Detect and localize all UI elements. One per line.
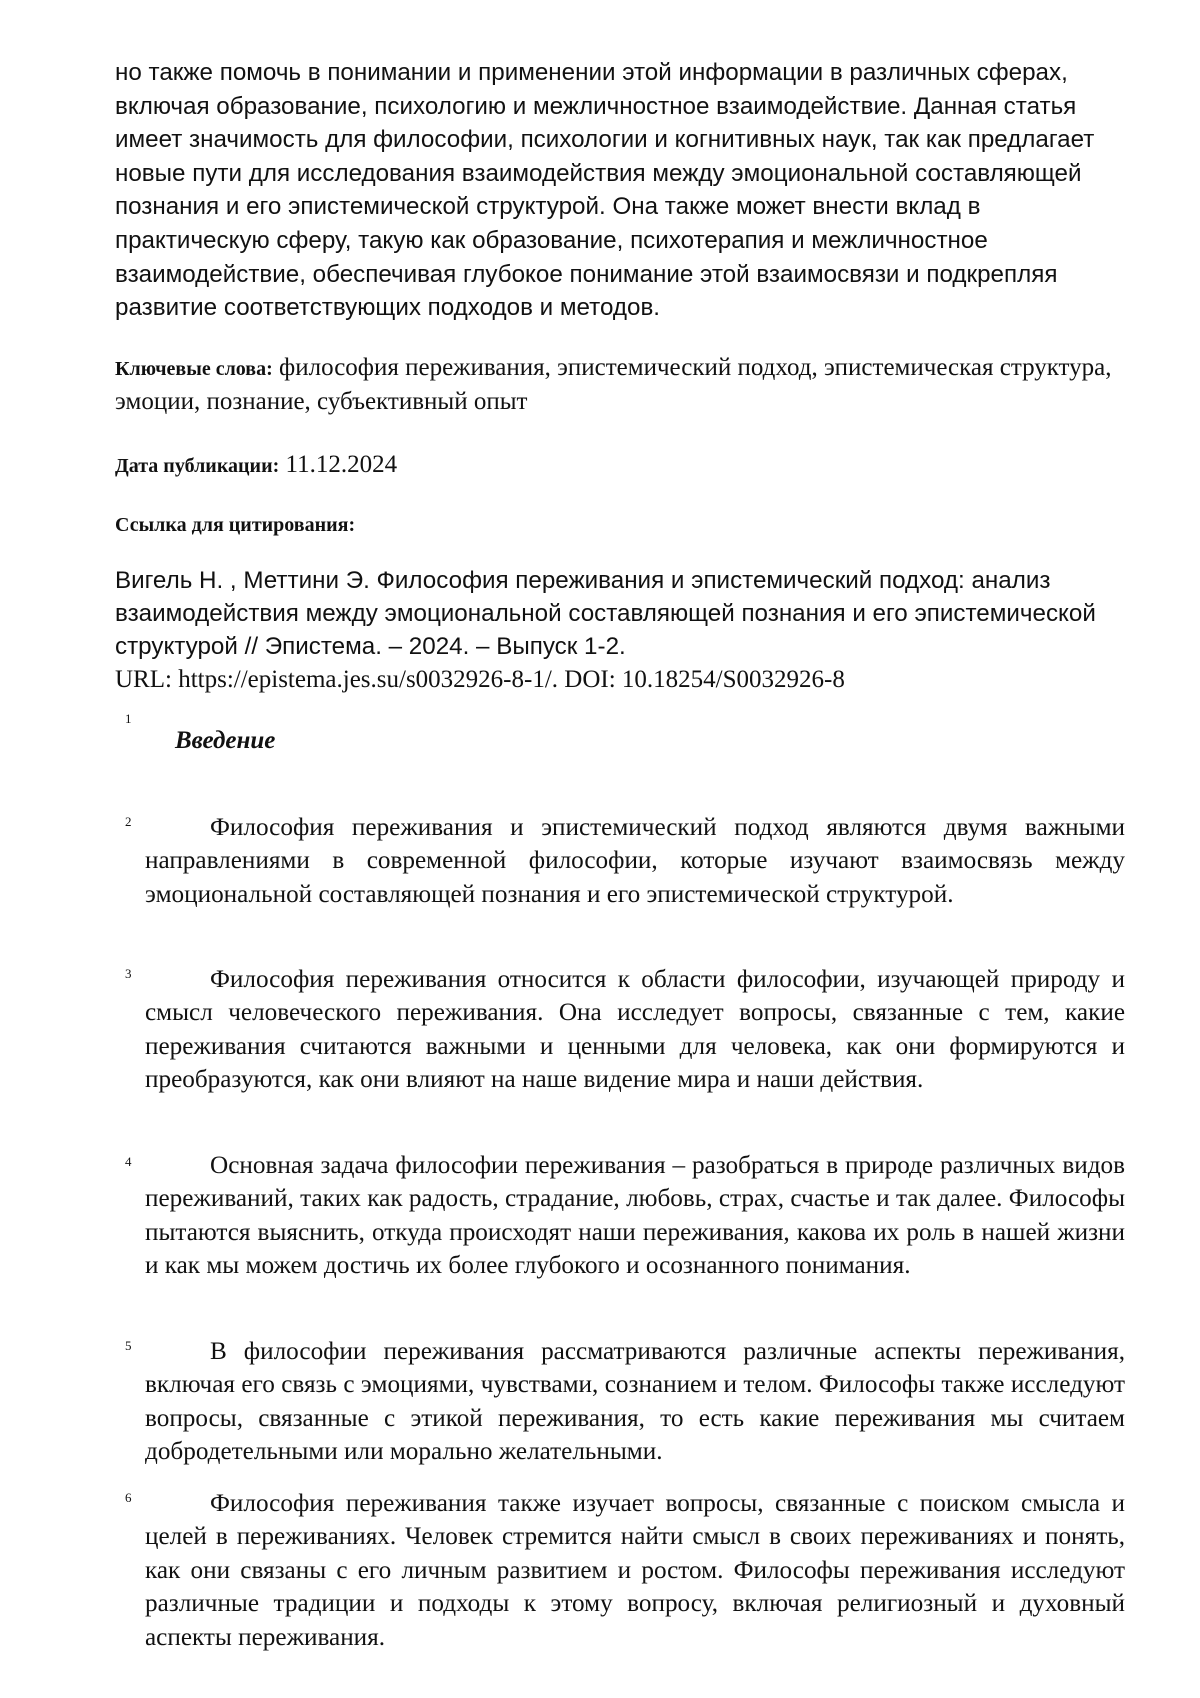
abstract-tail: но также помочь в понимании и применении этой информации в различных сферах, включая образование, психологию и межличностное взаимодействие. Данная статья имеет значимость для философии, психологии и когнитивных наук, так как предлагает новые пути для исследования взаимодействия между эмоциональной составляющей познания и его эпистемической структурой. Она также может внести вклад в практическую сферу, такую как образование, психотерапия и межличностное взаимодействие, обеспечивая глубокое понимание этой взаимосвязи и подкрепляя развитие соответствующих подходов и методов. [115,56,1125,325]
section-title: Введение [175,727,275,755]
citation-text: Вигель Н. , Меттини Э. Философия переживания и эпистемический подход: анализ взаимодействия между эмоциональной составляющей познания и его эпистемической структурой // Эпистема. – 2024. – Выпуск 1-2. [115,567,1096,660]
keywords-label: Ключевые слова: [115,358,273,380]
paragraph: Философия переживания также изучает вопросы, связанные с поиском смысла и целей в переживаниях. Человек стремится найти смысл в своих переживаниях и понять, как они связаны с его личным развитием и ростом. Философы переживания исследуют различные традиции и подходы к этому вопросу, включая религиозный и духовный аспекты переживания. [145,1487,1125,1654]
publication-date-label: Дата публикации: [115,455,279,477]
citation-heading [115,508,1125,542]
paragraph-number: 4 [125,1155,132,1169]
paragraph: Философия переживания относится к области философии, изучающей природу и смысл человеческого переживания. Она исследует вопросы, связанные с тем, какие переживания считаются важными и ценными для человека, как они формируются и преобразуются, как они влияют на наше видение мира и наши действия. [145,963,1125,1097]
paragraph: В философии переживания рассматриваются различные аспекты переживания, включая его связь с эмоциями, чувствами, сознанием и телом. Философы также исследуют вопросы, связанные с этикой переживания, то есть какие переживания мы считаем добродетельными или морально желательными. [145,1335,1125,1469]
keywords [115,352,1125,417]
citation [115,564,1125,696]
publication-date-value: 11.12.2024 [286,451,398,478]
section-number: 1 [125,712,132,726]
paragraph-number: 3 [125,967,132,981]
paragraph-number: 2 [125,815,132,829]
citation-label: Ссылка для цитирования: [115,514,355,536]
keywords-value: философия переживания, эпистемический подход, эпистемическая структура, эмоции, познание, субъективный опыт [115,354,1112,415]
citation-url[interactable]: URL: https://epistema.jes.su/s0032926-8-1/. DOI: 10.18254/S0032926-8 [115,666,845,693]
publication-date [115,449,1125,483]
paragraph-number: 5 [125,1339,132,1353]
paragraph-number: 6 [125,1491,132,1505]
paragraph: Философия переживания и эпистемический подход являются двумя важными направлениями в современной философии, которые изучают взаимосвязь между эмоциональной составляющей познания и его эпистемической структурой. [145,811,1125,911]
document-page [0,0,1200,1698]
paragraph: Основная задача философии переживания – разобраться в природе различных видов переживаний, таких как радость, страдание, любовь, страх, счастье и так далее. Философы пытаются выяснить, откуда происходят наши переживания, какова их роль в нашей жизни и как мы можем достичь их более глубокого и осознанного понимания. [145,1149,1125,1283]
